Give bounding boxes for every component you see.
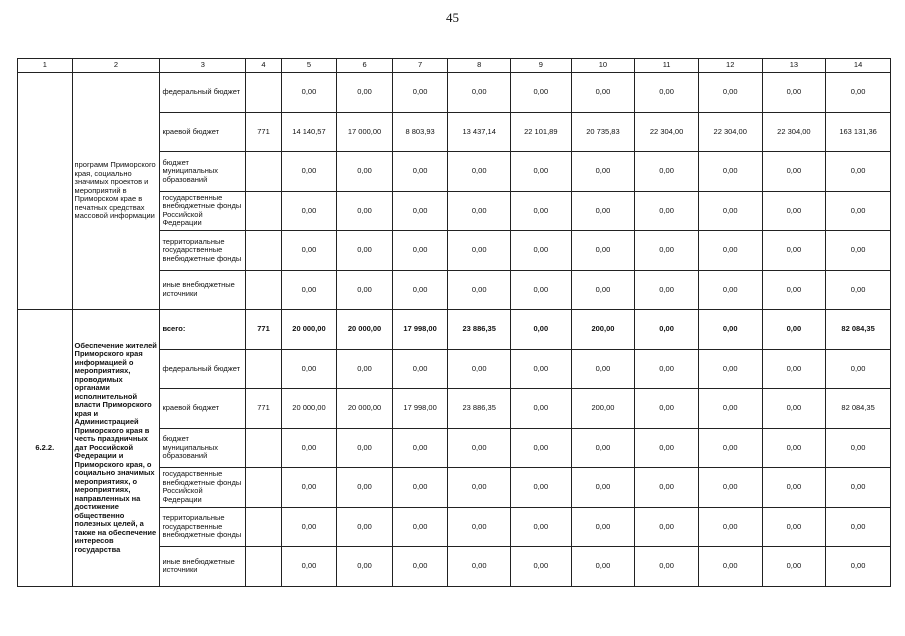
amount-cell: 0,00	[392, 547, 448, 587]
grbs-code	[246, 428, 281, 468]
amount-cell: 0,00	[698, 270, 762, 310]
block-1	[18, 73, 891, 310]
column-number: 8	[448, 59, 511, 73]
block-6-2-2	[18, 310, 891, 587]
amount-cell: 0,00	[511, 270, 572, 310]
amount-cell: 0,00	[511, 349, 572, 389]
amount-cell: 0,00	[337, 428, 393, 468]
amount-cell: 0,00	[392, 468, 448, 508]
amount-cell: 0,00	[511, 389, 572, 429]
amount-cell: 20 000,00	[281, 389, 337, 429]
amount-cell: 0,00	[698, 231, 762, 271]
amount-cell: 0,00	[571, 349, 635, 389]
amount-cell: 0,00	[511, 231, 572, 271]
amount-cell: 17 000,00	[337, 112, 393, 152]
amount-cell: 0,00	[762, 349, 826, 389]
amount-cell: 0,00	[635, 310, 699, 350]
amount-cell: 22 304,00	[698, 112, 762, 152]
amount-cell: 0,00	[762, 428, 826, 468]
amount-cell: 0,00	[392, 231, 448, 271]
funding-source: территориальные государственные внебюджетные фонды	[160, 231, 246, 271]
amount-cell: 17 998,00	[392, 389, 448, 429]
amount-cell: 82 084,35	[826, 389, 891, 429]
item-description: программ Приморского края, социально значимых проектов и мероприятий в Приморском крае в печатных средствах массовой информации	[72, 73, 160, 310]
amount-cell: 0,00	[511, 468, 572, 508]
amount-cell: 0,00	[571, 547, 635, 587]
amount-cell: 0,00	[392, 507, 448, 547]
amount-cell: 0,00	[337, 507, 393, 547]
amount-cell: 20 000,00	[337, 389, 393, 429]
amount-cell: 0,00	[635, 468, 699, 508]
column-number-row	[18, 59, 891, 73]
amount-cell: 0,00	[511, 73, 572, 113]
amount-cell: 0,00	[698, 468, 762, 508]
amount-cell: 0,00	[635, 507, 699, 547]
amount-cell: 0,00	[762, 231, 826, 271]
amount-cell: 0,00	[762, 310, 826, 350]
amount-cell: 0,00	[392, 349, 448, 389]
amount-cell: 163 131,36	[826, 112, 891, 152]
amount-cell: 8 803,93	[392, 112, 448, 152]
amount-cell: 0,00	[762, 507, 826, 547]
amount-cell: 0,00	[826, 270, 891, 310]
amount-cell: 0,00	[281, 152, 337, 192]
amount-cell: 0,00	[448, 547, 511, 587]
amount-cell: 0,00	[281, 270, 337, 310]
amount-cell: 0,00	[392, 191, 448, 231]
amount-cell: 20 000,00	[281, 310, 337, 350]
amount-cell: 0,00	[635, 428, 699, 468]
amount-cell: 14 140,57	[281, 112, 337, 152]
amount-cell: 0,00	[698, 547, 762, 587]
amount-cell: 22 304,00	[762, 112, 826, 152]
amount-cell: 0,00	[337, 270, 393, 310]
amount-cell: 0,00	[826, 73, 891, 113]
amount-cell: 0,00	[826, 231, 891, 271]
amount-cell: 0,00	[448, 349, 511, 389]
amount-cell: 0,00	[448, 191, 511, 231]
funding-source: иные внебюджетные источники	[160, 547, 246, 587]
funding-source: федеральный бюджет	[160, 73, 246, 113]
column-number: 13	[762, 59, 826, 73]
amount-cell: 0,00	[337, 73, 393, 113]
amount-cell: 23 886,35	[448, 389, 511, 429]
amount-cell: 0,00	[281, 428, 337, 468]
amount-cell: 22 304,00	[635, 112, 699, 152]
amount-cell: 0,00	[281, 547, 337, 587]
amount-cell: 0,00	[448, 428, 511, 468]
amount-cell: 0,00	[698, 349, 762, 389]
amount-cell: 23 886,35	[448, 310, 511, 350]
amount-cell: 0,00	[698, 507, 762, 547]
grbs-code	[246, 231, 281, 271]
amount-cell: 20 000,00	[337, 310, 393, 350]
amount-cell: 0,00	[511, 310, 572, 350]
amount-cell: 0,00	[337, 349, 393, 389]
grbs-code	[246, 547, 281, 587]
amount-cell: 0,00	[281, 349, 337, 389]
amount-cell: 0,00	[698, 310, 762, 350]
amount-cell: 82 084,35	[826, 310, 891, 350]
column-number: 14	[826, 59, 891, 73]
amount-cell: 13 437,14	[448, 112, 511, 152]
item-code: 6.2.2.	[18, 310, 73, 587]
item-description: Обеспечение жителей Приморского края информацией о мероприятиях, проводимых органами исполнительной власти Приморского края и Администрацией Приморского края в честь праздничных дат Российской Федерации и Приморского края, о социально значимых мероприятиях, о мероприятиях, направленных на достижение общественно полезных целей, а также на обеспечение интересов государства	[72, 310, 160, 587]
amount-cell: 0,00	[337, 231, 393, 271]
amount-cell: 0,00	[511, 428, 572, 468]
funding-source: всего:	[160, 310, 246, 350]
amount-cell: 0,00	[635, 349, 699, 389]
column-number: 4	[246, 59, 281, 73]
grbs-code: 771	[246, 112, 281, 152]
amount-cell: 0,00	[571, 152, 635, 192]
amount-cell: 0,00	[281, 231, 337, 271]
amount-cell: 0,00	[571, 428, 635, 468]
amount-cell: 0,00	[762, 191, 826, 231]
amount-cell: 0,00	[392, 152, 448, 192]
amount-cell: 0,00	[826, 152, 891, 192]
column-number: 2	[72, 59, 160, 73]
amount-cell: 0,00	[448, 468, 511, 508]
amount-cell: 17 998,00	[392, 310, 448, 350]
amount-cell: 0,00	[571, 231, 635, 271]
grbs-code	[246, 270, 281, 310]
amount-cell: 0,00	[698, 191, 762, 231]
amount-cell: 0,00	[826, 468, 891, 508]
amount-cell: 0,00	[826, 428, 891, 468]
amount-cell: 0,00	[448, 152, 511, 192]
amount-cell: 0,00	[635, 152, 699, 192]
amount-cell: 0,00	[698, 428, 762, 468]
amount-cell: 0,00	[762, 73, 826, 113]
amount-cell: 0,00	[826, 191, 891, 231]
amount-cell: 0,00	[571, 73, 635, 113]
amount-cell: 0,00	[392, 270, 448, 310]
funding-source: территориальные государственные внебюджетные фонды	[160, 507, 246, 547]
amount-cell: 0,00	[281, 507, 337, 547]
column-number: 3	[160, 59, 246, 73]
column-number: 1	[18, 59, 73, 73]
amount-cell: 0,00	[635, 270, 699, 310]
amount-cell: 0,00	[571, 507, 635, 547]
column-number: 11	[635, 59, 699, 73]
amount-cell: 0,00	[826, 547, 891, 587]
funding-source: федеральный бюджет	[160, 349, 246, 389]
column-number: 10	[571, 59, 635, 73]
column-number: 7	[392, 59, 448, 73]
amount-cell: 0,00	[337, 152, 393, 192]
amount-cell: 0,00	[571, 270, 635, 310]
grbs-code	[246, 349, 281, 389]
amount-cell: 0,00	[511, 507, 572, 547]
amount-cell: 0,00	[281, 191, 337, 231]
amount-cell: 0,00	[762, 468, 826, 508]
funding-source: государственные внебюджетные фонды Российской Федерации	[160, 468, 246, 508]
amount-cell: 0,00	[571, 468, 635, 508]
funding-source: государственные внебюджетные фонды Российской Федерации	[160, 191, 246, 231]
amount-cell: 0,00	[762, 270, 826, 310]
column-number: 6	[337, 59, 393, 73]
column-number: 5	[281, 59, 337, 73]
amount-cell: 0,00	[698, 73, 762, 113]
table-row	[18, 310, 891, 350]
amount-cell: 0,00	[281, 73, 337, 113]
amount-cell: 0,00	[337, 547, 393, 587]
column-number: 12	[698, 59, 762, 73]
funding-source: краевой бюджет	[160, 112, 246, 152]
amount-cell: 0,00	[511, 152, 572, 192]
amount-cell: 0,00	[826, 349, 891, 389]
amount-cell: 22 101,89	[511, 112, 572, 152]
grbs-code: 771	[246, 389, 281, 429]
amount-cell: 0,00	[337, 191, 393, 231]
amount-cell: 0,00	[337, 468, 393, 508]
amount-cell: 0,00	[635, 389, 699, 429]
amount-cell: 0,00	[762, 547, 826, 587]
amount-cell: 20 735,83	[571, 112, 635, 152]
grbs-code	[246, 152, 281, 192]
amount-cell: 0,00	[448, 231, 511, 271]
amount-cell: 0,00	[448, 270, 511, 310]
amount-cell: 200,00	[571, 310, 635, 350]
grbs-code	[246, 191, 281, 231]
table-row	[18, 73, 891, 113]
column-number: 9	[511, 59, 572, 73]
amount-cell: 0,00	[448, 507, 511, 547]
funding-source: бюджет муниципальных образований	[160, 428, 246, 468]
amount-cell: 0,00	[698, 389, 762, 429]
amount-cell: 0,00	[826, 507, 891, 547]
grbs-code	[246, 73, 281, 113]
amount-cell: 0,00	[511, 191, 572, 231]
page-number: 45	[446, 10, 459, 25]
amount-cell: 0,00	[698, 152, 762, 192]
budget-table	[17, 58, 891, 587]
funding-source: краевой бюджет	[160, 389, 246, 429]
amount-cell: 0,00	[762, 389, 826, 429]
amount-cell: 0,00	[511, 547, 572, 587]
amount-cell: 0,00	[281, 468, 337, 508]
amount-cell: 0,00	[448, 73, 511, 113]
amount-cell: 0,00	[635, 191, 699, 231]
funding-source: иные внебюджетные источники	[160, 270, 246, 310]
amount-cell: 0,00	[635, 547, 699, 587]
item-code	[18, 73, 73, 310]
grbs-code	[246, 507, 281, 547]
amount-cell: 0,00	[635, 231, 699, 271]
grbs-code: 771	[246, 310, 281, 350]
amount-cell: 0,00	[762, 152, 826, 192]
amount-cell: 200,00	[571, 389, 635, 429]
grbs-code	[246, 468, 281, 508]
amount-cell: 0,00	[392, 73, 448, 113]
funding-source: бюджет муниципальных образований	[160, 152, 246, 192]
amount-cell: 0,00	[392, 428, 448, 468]
amount-cell: 0,00	[635, 73, 699, 113]
amount-cell: 0,00	[571, 191, 635, 231]
